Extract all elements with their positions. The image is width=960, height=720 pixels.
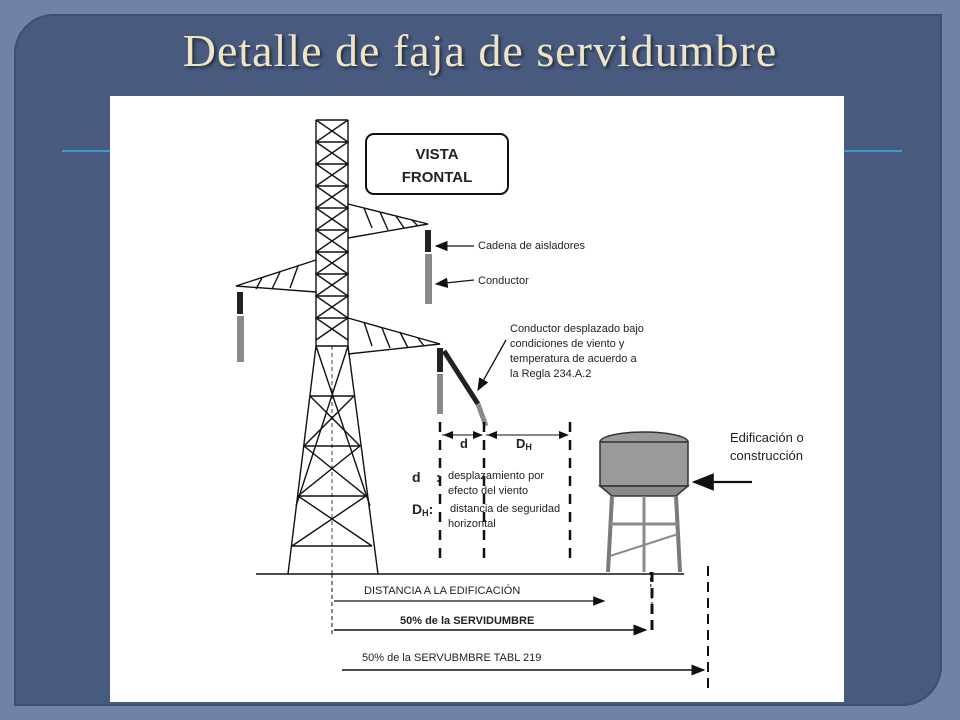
building-water-tower <box>600 432 688 572</box>
insulator-chains <box>237 230 486 426</box>
dh-legend <box>412 501 560 530</box>
half-easement-table-distance <box>342 652 704 670</box>
displaced-callout-arrow <box>478 340 506 390</box>
insulator-lower-right <box>437 348 443 372</box>
svg-text:DISTANCIA A LA EDIFICACIÓN: DISTANCIA A LA EDIFICACIÓN <box>364 585 521 597</box>
svg-text:condiciones de viento y: condiciones de viento y <box>510 338 625 350</box>
svg-text:Conductor desplazado bajo: Conductor desplazado bajo <box>510 323 644 335</box>
conductor-lower-right <box>437 374 443 414</box>
displaced-conductor-label <box>510 323 644 380</box>
displaced-insulator <box>444 351 478 404</box>
building-distance <box>334 584 604 601</box>
view-label-line1: VISTA <box>415 146 459 163</box>
svg-text:temperatura de acuerdo a: temperatura de acuerdo a <box>510 353 637 365</box>
svg-text:horizontal: horizontal <box>448 518 496 530</box>
conductor-label: Conductor <box>478 275 529 287</box>
mast-bracing <box>316 120 348 340</box>
half-easement-distance <box>334 615 646 630</box>
svg-text:construcción: construcción <box>730 448 803 463</box>
dh-dimension <box>486 435 568 452</box>
building-label <box>730 430 804 463</box>
svg-text:d: d <box>412 469 421 485</box>
view-label-line2: FRONTAL <box>401 169 473 186</box>
insulator-left <box>237 292 243 314</box>
insulator-chain-label: Cadena de aisladores <box>478 240 586 252</box>
svg-text:efecto del viento: efecto del viento <box>448 485 529 497</box>
insulator-upper-right <box>425 230 431 252</box>
dh-symbol: DH <box>516 436 532 452</box>
svg-text:50% de la SERVIDUMBRE: 50% de la SERVIDUMBRE <box>400 615 535 627</box>
conductor-upper-right <box>425 254 432 304</box>
svg-text:DH:: DH: <box>412 501 434 518</box>
diagram-svg <box>110 96 844 702</box>
svg-text:50% de la SERVUBMBRE TABL 219: 50% de la SERVUBMBRE TABL 219 <box>362 652 542 664</box>
view-label-box <box>366 134 508 194</box>
slide-title: Detalle de faja de servidumbre <box>182 25 778 76</box>
svg-text:distancia de seguridad: distancia de seguridad <box>450 503 561 515</box>
svg-text::: : <box>436 469 441 485</box>
conductor-callout-arrow <box>436 280 474 284</box>
d-symbol: d <box>460 436 468 451</box>
svg-text:la Regla 234.A.2: la Regla 234.A.2 <box>510 368 592 380</box>
conductor-left <box>237 316 244 362</box>
d-dimension <box>442 435 482 451</box>
easement-diagram <box>110 96 844 702</box>
svg-text:Edificación o: Edificación o <box>730 430 804 445</box>
svg-text:desplazamiento por: desplazamiento por <box>448 470 545 482</box>
d-legend <box>412 469 544 497</box>
